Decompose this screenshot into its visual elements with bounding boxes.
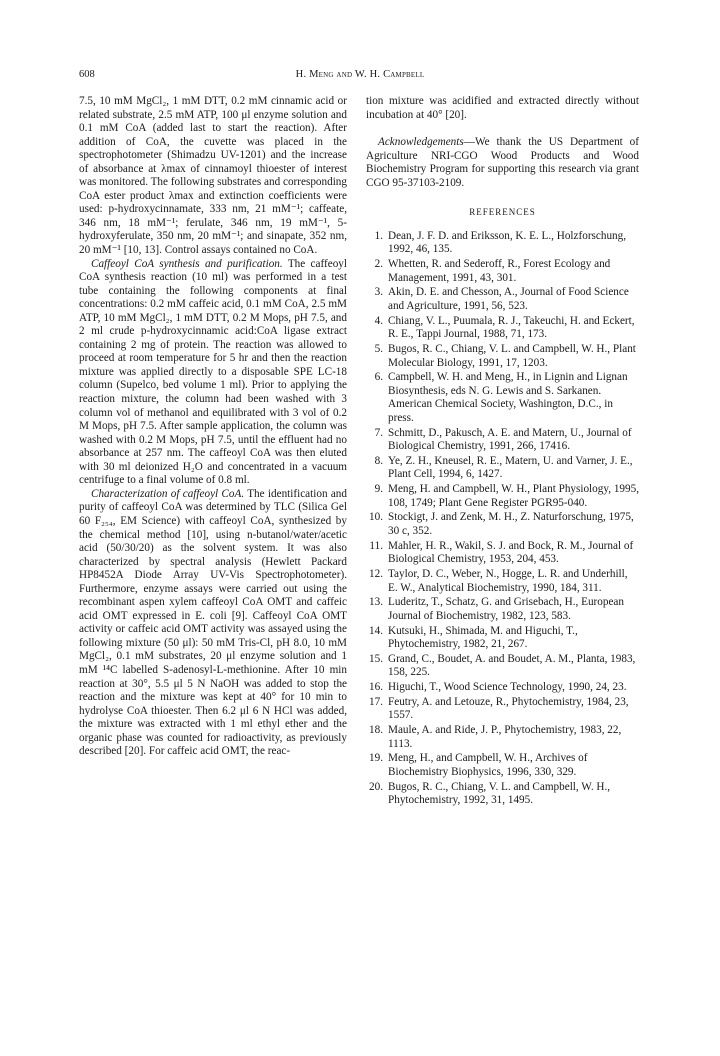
reference-item xyxy=(366,511,639,538)
reference-item xyxy=(366,540,639,567)
reference-item xyxy=(366,653,639,680)
acknowledgements-paragraph xyxy=(366,136,639,190)
reference-item xyxy=(366,681,639,695)
reference-text: Ye, Z. H., Kneusel, R. E., Matern, U. and Varner, J. E., Plant Cell, 1994, 6, 1427. xyxy=(388,454,633,481)
reference-number: 10. xyxy=(369,511,383,524)
reference-text: Meng, H., and Campbell, W. H., Archives of Biochemistry Biophysics, 1996, 330, 329. xyxy=(388,752,588,778)
synthesis-text: The caffeoyl CoA synthesis reaction (10 ml) was performed in a test tube containing the following components at final concentrations: 0.2 mM caffeic acid, 0.1 mM CoA, 2.5 mM ATP, 10 mM MgCl₂, 1 mM DTT, 0.2 M Mops, pH 7.5, and 2 ml crude p-hydroxycinnamic acid:CoA ligase extract containing 2 mg of protein. The reaction was allowed to proceed at room temperature for 5 hr and then the reaction mixture was applied directly to a disposable SPE LC-18 column (Supelco, bed volume 1 ml). Prior to applying the reaction mixture, the column had been washed with 3 column vol of methanol and equilibrated with 3 vol of 0.2 M Mops, pH 7.5. After sample application, the column was washed with 0.2 M Mops, pH 7.5, until the effluent had no absorbance at 257 nm. The caffeoyl CoA was then eluted with 30 ml deionized H₂O and concentrated in a vacuum centrifuge to a final volume of 0.8 ml. xyxy=(79,257,347,487)
methods-paragraph-characterization xyxy=(79,488,347,759)
reference-text: Higuchi, T., Wood Science Technology, 1990, 24, 23. xyxy=(388,681,627,694)
reference-number: 20. xyxy=(369,780,383,793)
reference-item xyxy=(366,625,639,652)
continuation-paragraph: tion mixture was acidified and extracted directly without incubation at 40° [20]. xyxy=(366,95,639,121)
reference-number: 8. xyxy=(374,454,383,467)
reference-item xyxy=(366,230,639,257)
reference-item xyxy=(366,568,639,595)
reference-item xyxy=(366,258,639,285)
page-number: 608 xyxy=(79,69,95,80)
right-column xyxy=(366,95,639,809)
reference-number: 13. xyxy=(369,596,383,609)
reference-number: 7. xyxy=(374,426,383,439)
reference-text: Meng, H. and Campbell, W. H., Plant Physiology, 1995, 108, 1749; Plant Gene Register PGR95-040. xyxy=(388,483,639,509)
acknowledgements-heading: Acknowledgements xyxy=(378,136,464,149)
left-column xyxy=(79,95,347,759)
reference-item xyxy=(366,696,639,723)
reference-text: Campbell, W. H. and Meng, H., in Lignin and Lignan Biosynthesis, eds N. G. Lewis and S. Sarkanen. American Chemical Society, Washington, D.C., in press. xyxy=(388,371,628,424)
reference-number: 11. xyxy=(369,539,383,552)
reference-text: Chiang, V. L., Puumala, R. J., Takeuchi, H. and Eckert, R. E., Tappi Journal, 1988, 71, 173. xyxy=(388,314,635,341)
acknowledgements-text: —We thank the US Department of Agriculture NRI-CGO Wood Products and Wood Biochemistry Program for supporting this research via grant CGO 95-37103-2109. xyxy=(366,136,639,189)
reference-text: Mahler, H. R., Wakil, S. J. and Bock, R. M., Journal of Biological Chemistry, 1953, 204, 453. xyxy=(388,539,634,566)
reference-item xyxy=(366,315,639,342)
reference-item xyxy=(366,483,639,510)
reference-text: Luderitz, T., Schatz, G. and Grisebach, H., European Journal of Biochemistry, 1982, 123, 583. xyxy=(388,596,624,622)
reference-text: Taylor, D. C., Weber, N., Hogge, L. R. and Underhill, E. W., Analytical Biochemistry, 1990, 184, 311. xyxy=(388,568,628,594)
reference-number: 15. xyxy=(369,652,383,665)
reference-number: 19. xyxy=(369,752,383,765)
reference-item xyxy=(366,596,639,623)
reference-number: 6. xyxy=(374,371,383,384)
section-heading-characterization: Characterization of caffeoyl CoA. xyxy=(91,487,245,500)
reference-item xyxy=(366,455,639,482)
reference-text: Whetten, R. and Sederoff, R., Forest Ecology and Management, 1991, 43, 301. xyxy=(388,258,611,284)
reference-text: Bugos, R. C., Chiang, V. L. and Campbell, W. H., Phytochemistry, 1992, 31, 1495. xyxy=(388,780,611,807)
reference-text: Dean, J. F. D. and Eriksson, K. E. L., Holzforschung, 1992, 46, 135. xyxy=(388,229,627,256)
reference-number: 2. xyxy=(374,258,383,271)
reference-number: 17. xyxy=(369,695,383,708)
reference-text: Stockigt, J. and Zenk, M. H., Z. Naturforschung, 1975, 30 c, 352. xyxy=(388,511,634,537)
reference-text: Akin, D. E. and Chesson, A., Journal of Food Science and Agriculture, 1991, 56, 523. xyxy=(388,286,629,312)
reference-text: Grand, C., Boudet, A. and Boudet, A. M., Planta, 1983, 158, 225. xyxy=(388,652,636,679)
characterization-text: The identification and purity of caffeoyl CoA was determined by TLC (Silica Gel 60 F₂₅₄, EM Science) with caffeoyl CoA, synthesized by the chemical method [10], using n-butanol/water/acetic acid (50/30/20) as the solvent system. It was also characterized by spectral analysis (Hewlett Packard HP8452A Diode Array UV-Vis Spectrophotometer). Furthermore, enzyme assays were carried out using the recombinant aspen xylem caffeoyl CoA OMT and caffeic acid OMT expressed in E. coli [9]. Caffeoyl CoA OMT activity or caffeic acid OMT activity was assayed using the following mixture (50 μl): 50 mM Tris-Cl, pH 8.0, 10 mM MgCl₂, 0.1 mM substrates, 20 μl enzyme solution and 1 mM ¹⁴C labelled S-adenosyl-L-methionine. After 10 min reaction at 30°, 5.5 μl 5 N NaOH was added to stop the reaction and the mixture was kept at 40° for 10 min to hydrolyse CoA thioester. Then 6.2 μl 6 N HCl was added, the mixture was extracted with 1 ml ethyl ether and the organic phase was counted for radioactivity, as previously described [20]. For caffeic acid OMT, the reac- xyxy=(79,487,347,758)
reference-item xyxy=(366,343,639,370)
reference-number: 1. xyxy=(374,229,383,242)
reference-number: 18. xyxy=(369,724,383,737)
reference-number: 12. xyxy=(369,568,383,581)
reference-text: Maule, A. and Ride, J. P., Phytochemistry, 1983, 22, 1113. xyxy=(388,724,622,750)
reference-item xyxy=(366,752,639,779)
reference-item xyxy=(366,371,639,425)
reference-item xyxy=(366,286,639,313)
reference-item xyxy=(366,781,639,808)
reference-number: 16. xyxy=(369,681,383,694)
running-head: H. Meng and W. H. Campbell xyxy=(295,69,425,80)
reference-number: 3. xyxy=(374,286,383,299)
reference-number: 5. xyxy=(374,342,383,355)
reference-text: Kutsuki, H., Shimada, M. and Higuchi, T., Phytochemistry, 1982, 21, 267. xyxy=(388,624,578,651)
reference-number: 9. xyxy=(374,483,383,496)
reference-item xyxy=(366,427,639,454)
reference-item xyxy=(366,724,639,751)
section-heading-synthesis: Caffeoyl CoA synthesis and purification. xyxy=(91,257,283,270)
methods-paragraph-assay: 7.5, 10 mM MgCl₂, 1 mM DTT, 0.2 mM cinnamic acid or related substrate, 2.5 mM ATP, 100 μl enzyme solution and 0.1 mM CoA (added last to start the reaction). After addition of CoA, the cuvette was placed in the spectrophotometer (Shimadzu UV-1201) and the increase of absorbance at λmax of cinnamoyl thioester of interest was monitored. The following substrates and corresponding CoA ester product λmax and extinction coefficients were used: p-hydroxycinnamate, 333 nm, 21 mM⁻¹; caffeate, 346 nm, 18 mM⁻¹; ferulate, 346 nm, 19 mM⁻¹, 5-hydroxyferulate, 350 nm, 20 mM⁻¹; and sinapate, 352 nm, 20 mM⁻¹ [10, 13]. Control assays contained no CoA. xyxy=(79,95,347,257)
reference-text: Bugos, R. C., Chiang, V. L. and Campbell, W. H., Plant Molecular Biology, 1991, 17, 1203. xyxy=(388,342,636,369)
references-list xyxy=(366,230,639,808)
methods-paragraph-synthesis xyxy=(79,258,347,488)
reference-number: 14. xyxy=(369,624,383,637)
reference-text: Feutry, A. and Letouze, R., Phytochemistry, 1984, 23, 1557. xyxy=(388,695,629,722)
reference-number: 4. xyxy=(374,314,383,327)
reference-text: Schmitt, D., Pakusch, A. E. and Matern, U., Journal of Biological Chemistry, 1991, 266, 17416. xyxy=(388,426,632,453)
references-heading: REFERENCES xyxy=(469,207,536,218)
